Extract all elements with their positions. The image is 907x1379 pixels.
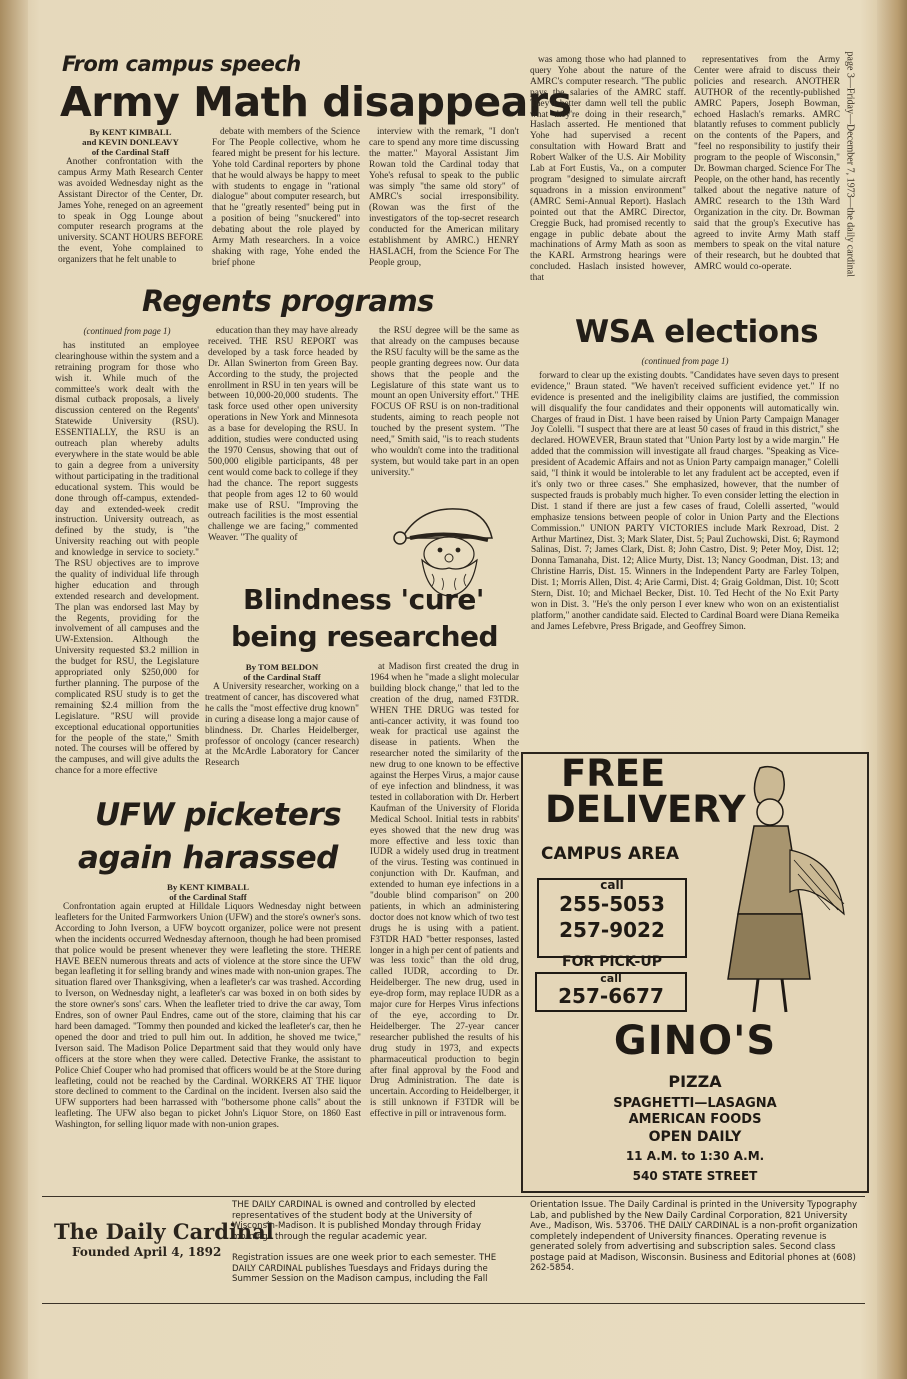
- ufw-byline: [55, 882, 361, 902]
- article-text: debate with members of the Science For The People collective, whom he feared might be present for his lecture. Yohe told Cardinal reporters by phone that he would always be happy to meet with students to engage in "rational dialogue" about computer research, but that he "greatly resented" being put in a position of being "snuckered" into debating about the role played by Army Math researchers. In a voice shaking with rage, Yohe ended the brief phone: [212, 127, 360, 268]
- army-math-column-4: [530, 55, 686, 307]
- ginos-pizza-ad: [521, 752, 869, 1193]
- byline-line: of the Cardinal Staff: [243, 672, 321, 682]
- ad-pizza: PIZZA: [668, 1072, 722, 1091]
- byline-line: By KENT KIMBALL: [167, 882, 249, 892]
- founded-date: Founded April 4, 1892: [72, 1245, 222, 1259]
- article-text: A University researcher, working on a treatment of cancer, has discovered what he calls the "most effective drug known" in curing a disease long a major cause of blindness. Dr. Charles Heidelberger, professor of oncology (cancer research) at the McArdle Laboratory for Cancer Research: [205, 682, 359, 769]
- article-text: Confrontation again erupted at Hilldale Liquors Wednesday night between leafleters for the United Farmworkers Union (UFW) and the store's owner's sons. According to John Iverson, a UFW boycott organizer, police were not present when the incidents occurred Wednesday afternoon, though he had been promised that police would be present whenever they were leafleting the store. THERE HAVE BEEN numerous threats and acts of violence at the store since the UFW began leafleting it for selling brandy and wines made with non-union grapes. The situation flared over Thanksgiving, when a leafleter's car was trashed. According to Iverson, on Wednesday night, a leafleter's car was boxed in on both sides by the store owner's sons' cars. When the leafleter tried to drive the car away, Tom Endres, son of owner Paul Endres, came out of the store, claiming that his car hard been damaged. "Tommy then pounded and kicked the leafleter's car, then he opened the door and tried to pull him out. In addition, he shoved me twice," Iverson said. The Madison Police Department said that they would only have officers at the store when they were called. Detective Franke, the assistant to Police Chief Couper who had promised that officers would be at the Store during leafleting, could not be reached by the Cardinal. WORKERS AT THE liquor store declined to comment to the Cardinal on the incident. Iversen also said the UFW supporters had been harrassed with "bothersome phone calls" about the leafleting. The UFW also began to picket John's Liquor Store, on 1860 East Washington, for selling liquor made with non-union grapes.: [55, 902, 361, 1131]
- ufw-headline-2: again harassed: [78, 840, 338, 876]
- page-folio: [838, 48, 860, 308]
- delivery-phone-box: [537, 878, 687, 958]
- ad-phone-3: 257-6677: [558, 984, 664, 1008]
- army-math-column-1: [58, 127, 203, 305]
- ad-phone-2: 257-9022: [559, 918, 665, 942]
- byline-line: of the Cardinal Staff: [169, 892, 247, 902]
- byline-line: By TOM BELDON: [245, 662, 319, 672]
- blindness-column-1: [205, 662, 359, 796]
- ad-phone-1: 255-5053: [559, 892, 665, 916]
- ad-campus-area: CAMPUS AREA: [541, 844, 679, 864]
- ad-delivery: DELIVERY: [545, 788, 746, 831]
- article-text: education than they may have already received. THE RSU REPORT was developed by a task force headed by Dr. Allan Swinerton from Green Bay. According to the study, the projected enrollment in RSU in ten years will be between 10,000-20,000 students. The task force used other open university operations in New York and Minnesota as a base for developing the RSU. In addition, studies were conducted using the 1970 Census, showing that out of 500,000 eligible participants, 48 per cent would come back to college if they had the chance. The report suggests that people from ages 12 to 60 would make use of RSU. "Improving the outreach facilities is the most essential challenge we are facing," commented Weaver. "The quality of: [208, 326, 358, 544]
- pickup-phone-box: [535, 972, 687, 1012]
- article-text: Another confrontation with the campus Army Math Research Center was avoided Wednesday night as the Assistant Director of the Center, Dr. James Yohe, reneged on an agreement to speak in Ogg Lounge about computer research programs at the university. SCANT HOURS BEFORE the event, Yohe complained to organizers that he felt unable to: [58, 157, 203, 266]
- article-text: was among those who had planned to query Yohe about the nature of the AMRC's computer research. "The public pays the salaries of the AMRC staff. They'd better damn well tell the public what they're doing in their research," Haslach asserted. He mentioned that Yohe had supervised a recent consultation with Howard Bratt and Robert Walker of the U.S. Air Mobility Lab at Fort Eustis, Va., on a computer program "designed to simulate aircraft squadrons in a mission environment" (AMRC Semi-Annual Report). Haslach pointed out that the AMRC Director, Creggie Buck, had promised recently to engage in public debate about the machinations of Army Math as soon as the KARL Armstrong hearings were concluded. Haslach insisted however, that: [530, 55, 686, 284]
- article-text: the RSU degree will be the same as that already on the campuses because the RSU faculty will be the same as the people granting degrees now. Our data shows that the people and the Legislature of this state want us to mount an open University effort." THE FOCUS OF RSU is on non-traditional students, aiming to reach people not touched by the present system. "The need," Smith said, "is to reach students who wouldn't come into the traditional system, but would take part in an open university.": [371, 326, 519, 478]
- ad-free: FREE: [561, 752, 666, 795]
- ad-menu-line-2: AMERICAN FOODS: [628, 1112, 762, 1127]
- ad-call-label: call: [600, 972, 622, 985]
- page-left-edge: [0, 0, 28, 1379]
- army-math-column-3: [369, 127, 519, 287]
- army-math-byline: [58, 127, 203, 157]
- byline-line: of the Cardinal Staff: [91, 147, 170, 157]
- ad-address: 540 STATE STREET: [632, 1169, 758, 1183]
- footer-text-1: THE DAILY CARDINAL is owned and controlled by elected representatives of the student body at the University of Wisconsin-Madison. It is published Monday through Friday mornings through the regular academic year.: [232, 1200, 482, 1242]
- footer-text-2: Registration issues are one week prior to each semester. THE DAILY CARDINAL publishes Tuesdays and Fridays during the Summer Session on the Madison campus, including the Fall: [232, 1253, 497, 1284]
- footer-text-3: Orientation Issue. The Daily Cardinal is printed in the University Typography Lab, and published by the New Daily Cardinal Corporation, 821 University Ave., Madison, Wis. 53706. THE DAILY CARDINAL is a non-profit organization completely independent of University finances. Operating revenue is generated solely from advertising and subscription sales. Second class postage paid at Madison, Wisconsin. Business and Editorial phones at (608) 262-5854.: [530, 1200, 858, 1273]
- ad-figure-illustration: [698, 764, 848, 1016]
- wsa-headline: WSA elections: [575, 314, 819, 350]
- masthead-footer: [42, 1196, 865, 1304]
- page-right-edge: [877, 0, 907, 1379]
- article-text: interview with the remark, "I don't care to spend any more time discussing the matter." Mayoral Assistant Jim Rowan told the Cardinal today that Yohe's refusal to speak to the public was simply "the same old story" of AMRC's social irresponsibility. (Rowan was the first of the investigators of the top-secret research conducted for the American military establishment by AMRC.) HENRY HASLACH, from the Science For The People group,: [369, 127, 519, 268]
- daily-cardinal-logo: The Daily Cardinal: [54, 1219, 274, 1244]
- wsa-column: [531, 356, 839, 741]
- article-text: forward to clear up the existing doubts. "Candidates have seven days to present evidence," Braun stated. "We haven't received sufficient evidence yet." If no evidence is presented and the ineligibility claims are justified, the commission will disqualify the four candidates and their opponents will automatically win. Charges of fraud in Dist. 1 have been raised by Union Party Campaign Manager Joy Colelli. "I suspect that there are at least 50 cases of fraud in this district," she declared. HOWEVER, Braun stated that "Union Party lost by a wide margin." He added that the commission will investigate all fraud charges. "Speaking as Vice-president of Academic Affairs and not as Union Party campaign manager," Colelli said, "I think it would be intolerable to let any fradulent act be accepted, even if it's only two or three cases." She emphasized, however, that the number of suspected frauds is probably much higher. To even consider letting the election in Dist. 1 stand if there are just a few cases of fraud, Colelli asserted, "would emphasize tensions between people of color in Union Party and the Elections Commission." UNION PARTY VICTORIES include Mark Rexroad, Dist. 2 Arthur Martinez, Dist. 3; Mark Slater, Dist. 5; Paul Zuchowski, Dist. 6; Raymond Salinas, Dist. 7; James Clark, Dist. 8; John Castro, Dist. 9; Peter Moy, Dist. 12; Donna Tamanaha, Dist. 12; Alice Murty, Dist. 13; Nancy Goodman, Dist. 13; and Christine Harris, Dist. 15. Winners in the Independent Party are Farley Tolpen, Dist. 1; Morris Allen, Dist. 4; Arie Carmi, Dist. 4; Graig Goldman, Dist. 10; Scott Stern, Dist. 10; and Michael Becker, Dist. 10. Ted Hecht of the No Exit Party won in Dist. 3. "He's the only person I ever knew who won on an existentialist platform," another candidate said. Elected to Cardinal Board were Diana Remeika and James Lefebvre, Press Brigade, and Geoffrey Simon.: [531, 370, 839, 632]
- continued-note: (continued from page 1): [641, 356, 729, 366]
- ufw-column: [55, 882, 361, 1194]
- byline-line: and KEVIN DONLEAVY: [82, 137, 179, 147]
- continued-note: (continued from page 1): [83, 326, 171, 336]
- folio-text: page 3—Friday—December 7, 1973—the daily cardinal: [844, 51, 856, 277]
- regents-headline: Regents programs: [142, 284, 434, 318]
- regents-column-3: [371, 326, 519, 496]
- blindness-column-2: [370, 662, 519, 1192]
- army-math-kicker: From campus speech: [62, 52, 301, 76]
- article-text: at Madison first created the drug in 1964 when he "made a slight molecular building block change," that led to the creation of the drug, named F3TDR. WHEN THE DRUG was tested for anti-cancer activity, it was found too weak for practical use against the disease in patients. When the researcher noted the similarity of the new drug to one known to be effective against the Herpes Virus, a major cause of eye infection and blindness, it was tested in collaboration with Dr. Herbert Kaufman of the University of Florida Medical School. Initial tests in rabbits' eyes showed that the new drug was more effective and less toxic than IUDR a widely used drug in treatment of the virus. Testing was continued in conjunction with Dr. Kaufman, and extended to human eye infections in a "double blind comparison" on 200 patients, in which an administering doctor does not know which of two test drugs he is using with a patient. F3TDR HAD "better responses, lasted longer in a high per cent of patients and was less toxic" than the old drug, called IUDR, according to Dr. Heidelberger. The new drug, used in eye-drop form, may replace IUDR as a major cure for Herpes Virus infections of the eye, according to Dr. Heidelberger. The 27-year cancer researcher published the results of his drug study in 1973, and expects pharmaceutical production to begin after final approval by the Food and Drug Administration. The date is uncertain. According to Heidelberger, it is still unknown if F3TDR will be effective in pill or intravenous form.: [370, 662, 519, 1120]
- byline-line: By KENT KIMBALL: [89, 127, 172, 137]
- ad-menu-line-1: SPAGHETTI—LASAGNA: [613, 1096, 777, 1111]
- army-math-column-2: [212, 127, 360, 305]
- article-text: has instituted an employee clearinghouse within the system and a retraining program for those who wish it. While much of the committee's work dealt with the dismal cutback proposals, a lively discussion centered on the Regents' Statewide University (RSU). ESSENTIALLY, the RSU is an outreach plan whereby adults everywhere in the state would be able to gain a degree from a university without participating in the traditional educational system. This would be done through off-campus, extended-day and extended-week credit instruction. University outreach, as defined by the study, is "the University reaching out with people and knowledge in service to society." The RSU objectives are to improve the quality of individual life through higher education and through extended research and development. The plan was endorsed last May by the Regents, providing for the involvement of all campuses and the UW-Extension. Although the University requested $3.2 million in the budget for RSU, the Legislature appropriated only $250,000 for further planning. The purpose of the complicated RSU study is to get the remaining $2.4 million from the Legislature. "RSU will provide exceptional educational opportunities for the people of the state," Smith noted. The courses will be offered by the campuses, and will give adults the chance for a more effective: [55, 340, 199, 777]
- ad-brand-ginos: GINO'S: [613, 1018, 777, 1064]
- blindness-headline-2: being researched: [231, 620, 499, 653]
- blindness-headline-1: Blindness 'cure': [243, 583, 484, 616]
- ad-call-label: call: [600, 878, 624, 892]
- army-math-headline: Army Math disappears: [60, 78, 572, 126]
- regents-column-2: [208, 326, 358, 584]
- blindness-byline: [205, 662, 359, 682]
- ad-open-daily: OPEN DAILY: [648, 1129, 742, 1145]
- army-math-column-5: [694, 55, 840, 307]
- regents-column-1: [55, 326, 199, 788]
- article-text: representatives from the Army Center were afraid to discuss their policies and research. ANOTHER AUTHOR of the recently-published AMRC Papers, Joseph Bowman, echoed Haslach's remarks. AMRC blatantly refuses to comment publicly on the contents of the Papers, and "feel no responsibility to justify their program to the people of Wisconsin," Dr. Bowman charged. Science For The People, on the other hand, has recently talked about the negative nature of AMRC research to the 13th Ward Organization in the city. Dr. Bowman said that the group's Executive has agreed to invite Army Math staff members to speak on the vital nature of their research, but he doubted that AMRC would co-operate.: [694, 55, 840, 273]
- ad-hours: 11 A.M. to 1:30 A.M.: [625, 1149, 765, 1163]
- ad-for-pick-up: FOR PICK-UP: [562, 954, 662, 970]
- ufw-headline-1: UFW picketers: [95, 797, 342, 833]
